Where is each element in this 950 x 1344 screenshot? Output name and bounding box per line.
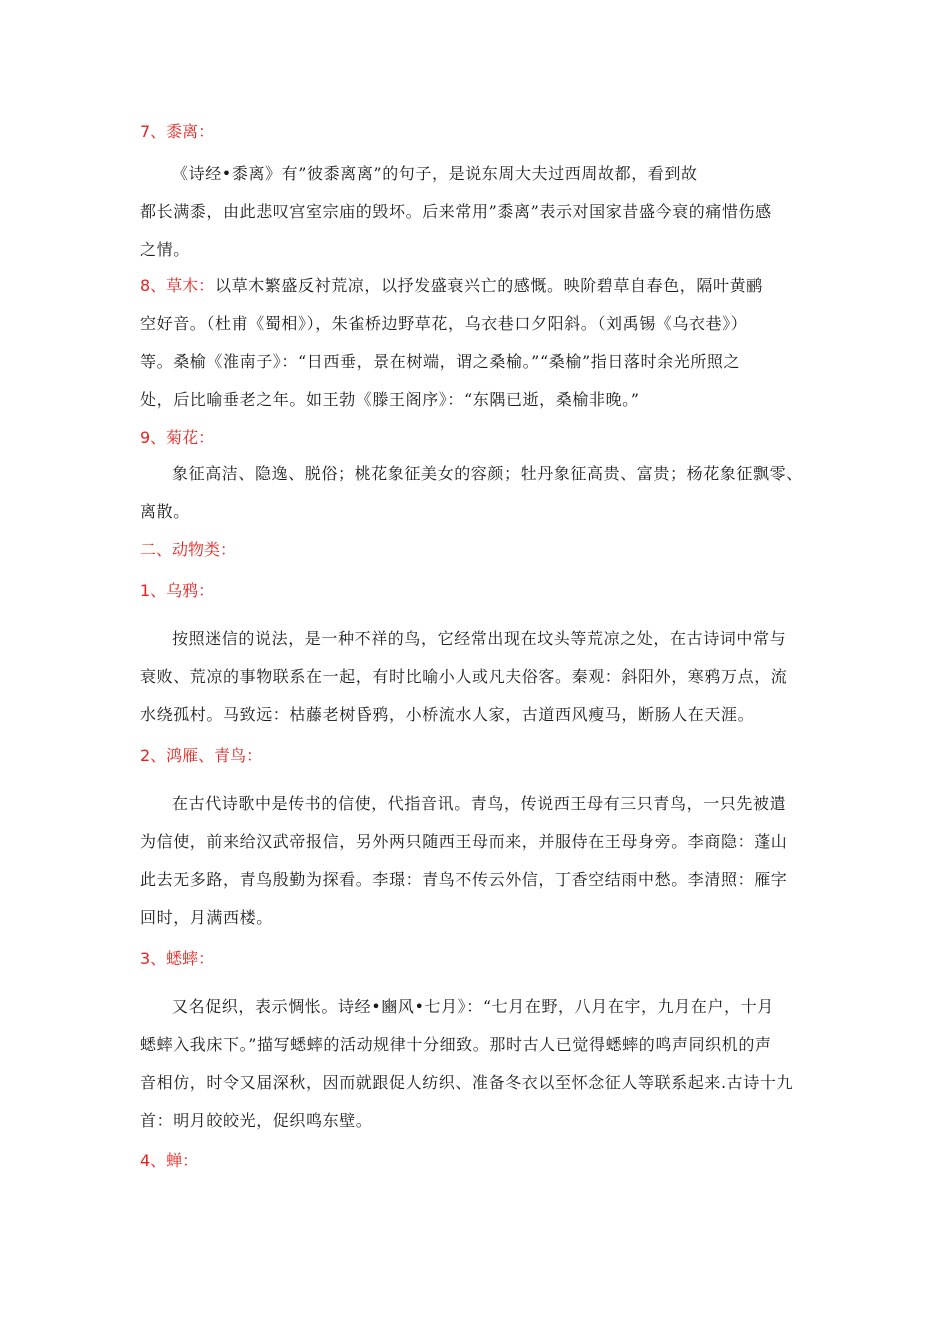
paragraph-line: 都长满黍，由此悲叹宫室宗庙的毁坏。后来常用”黍离”表示对国家昔盛今衰的痛惜伤感 — [140, 202, 772, 221]
paragraph-line: 为信使，前来给汉武帝报信，另外两只随西王母而来，并服侍在王母身旁。李商隐：蓬山 — [140, 832, 788, 851]
section-heading-7: 7、黍离： — [140, 122, 215, 141]
paragraph-line: 等。桑榆《淮南子》：“日西垂，景在树端，谓之桑榆。”“桑榆”指日落时余光所照之 — [140, 352, 741, 371]
paragraph-line: 音相仿，时令又届深秋，因而就跟促人纺织、准备冬衣以至怀念征人等联系起来.古诗十九 — [140, 1073, 794, 1092]
paragraph-line: 首：明月皎皎光，促织鸣东壁。 — [140, 1111, 373, 1130]
paragraph-line: 离散。 — [140, 502, 190, 521]
paragraph-line: 水绕孤村。马致远：枯藤老树昏鸦，小桥流水人家，古道西风瘦马，断肠人在天涯。 — [140, 705, 755, 724]
paragraph-line: 又名促织，表示惆怅。诗经•豳风•七月》：“七月在野，八月在宇，九月在户，十月 — [172, 997, 774, 1016]
paragraph-line: 之情。 — [140, 240, 190, 259]
paragraph-line: 在古代诗歌中是传书的信使，代指音讯。青鸟，传说西王母有三只青鸟，一只先被遣 — [172, 794, 787, 813]
paragraph-line: 衰败、荒凉的事物联系在一起，有时比喻小人或凡夫俗客。秦观：斜阳外，寒鸦万点，流 — [140, 667, 788, 686]
paragraph-line: 《诗经•黍离》有”彼黍离离”的句子，是说东周大夫过西周故都，看到故 — [172, 164, 698, 183]
category-heading-animals: 二、动物类： — [140, 540, 237, 559]
section-heading-8: 8、草木： — [140, 276, 215, 295]
paragraph-line: 回时，月满西楼。 — [140, 908, 273, 927]
paragraph-line: 以草木繁盛反衬荒凉，以抒发盛衰兴亡的感慨。映阶碧草自春色，隔叶黄鹂 — [215, 276, 763, 295]
paragraph-line: 蟋蟀入我床下。”描写蟋蟀的活动规律十分细致。那时古人已觉得蟋蟀的鸣声同织机的声 — [140, 1035, 772, 1054]
section-heading-cicada: 4、蝉： — [140, 1151, 199, 1170]
paragraph-line: 空好音。（杜甫《蜀相》），朱雀桥边野草花，乌衣巷口夕阳斜。（刘禹锡《乌衣巷》） — [140, 314, 748, 333]
paragraph-line: 象征高洁、隐逸、脱俗；桃花象征美女的容颜；牡丹象征高贵、富贵；杨花象征飘零、 — [172, 464, 803, 483]
paragraph-line: 处，后比喻垂老之年。如王勃《滕王阁序》：“东隅已逝，桑榆非晚。” — [140, 390, 640, 409]
paragraph-line: 此去无多路，青鸟殷勤为探看。李璟：青鸟不传云外信，丁香空结雨中愁。李清照：雁字 — [140, 870, 788, 889]
section-heading-cricket: 3、蟋蟀： — [140, 949, 215, 968]
section-heading-9: 9、菊花： — [140, 428, 215, 447]
section-heading-crow: 1、乌鸦： — [140, 581, 215, 600]
paragraph-line: 按照迷信的说法，是一种不祥的鸟，它经常出现在坟头等荒凉之处，在古诗词中常与 — [172, 629, 787, 648]
section-heading-wild-goose: 2、鸿雁、青鸟： — [140, 746, 263, 765]
